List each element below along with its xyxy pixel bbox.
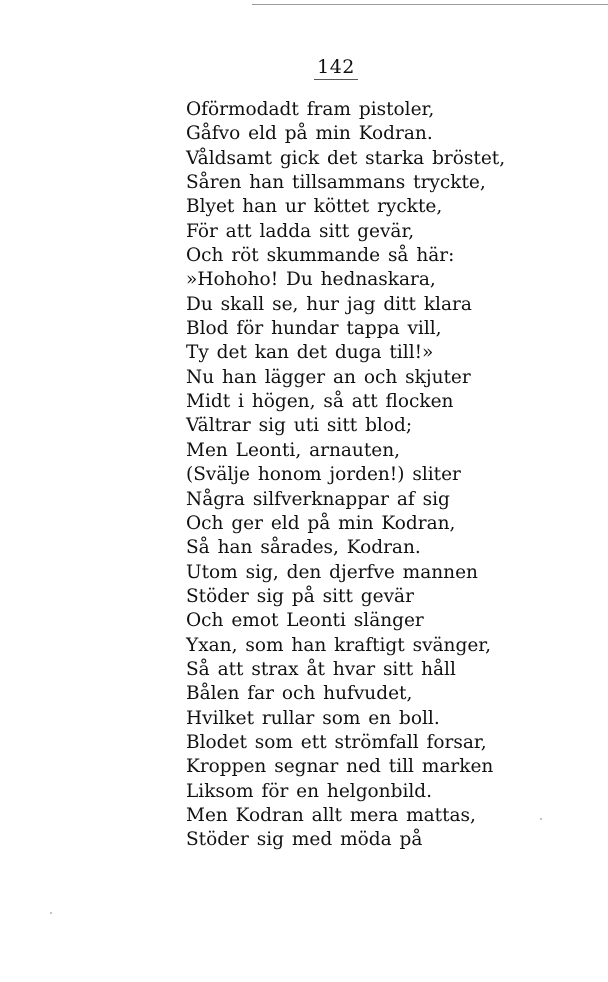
poem-text bbox=[186, 98, 505, 853]
poem-line: Midt i högen, så att flocken bbox=[186, 391, 454, 413]
poem-line: Bålen far och hufvudet, bbox=[186, 683, 413, 705]
poem-line: »Hohoho! Du hednaskara, bbox=[186, 269, 436, 291]
poem-line: Våldsamt gick det starka bröstet, bbox=[186, 147, 506, 169]
page-number: 142 bbox=[317, 56, 355, 78]
poem-line: Stöder sig på sitt gevär bbox=[186, 585, 414, 607]
poem-line: Ty det kan det duga till!» bbox=[186, 342, 434, 364]
poem-line: Nu han lägger an och skjuter bbox=[186, 366, 471, 388]
poem-line: Hvilket rullar som en boll. bbox=[186, 707, 440, 729]
page-number-underline bbox=[314, 79, 358, 80]
paper-speck bbox=[540, 818, 542, 820]
poem-line: Och ger eld på min Kodran, bbox=[186, 512, 456, 534]
poem-line: Och röt skummande så här: bbox=[186, 245, 455, 267]
top-edge-rule bbox=[252, 4, 608, 5]
poem-line: Såren han tillsammans tryckte, bbox=[186, 172, 486, 194]
poem-line: Vältrar sig uti sitt blod; bbox=[186, 415, 413, 437]
poem-line: Yxan, som han kraftigt svänger, bbox=[186, 634, 491, 656]
poem-line: Oförmodadt fram pistoler, bbox=[186, 99, 435, 120]
poem-line: Utom sig, den djerfve mannen bbox=[186, 561, 478, 583]
poem-line: Och emot Leonti slänger bbox=[186, 610, 424, 632]
poem-line: Liksom för en helgonbild. bbox=[186, 780, 432, 802]
poem-line: Blodet som ett strömfall forsar, bbox=[186, 731, 487, 753]
poem-line: Några silfverknappar af sig bbox=[186, 488, 450, 510]
poem-line: Du skall se, hur jag ditt klara bbox=[186, 293, 472, 315]
poem-line: Men Leonti, arnauten, bbox=[186, 439, 400, 461]
poem-line: Så att strax åt hvar sitt håll bbox=[186, 658, 456, 680]
poem-line: Blod för hundar tappa vill, bbox=[186, 318, 442, 340]
poem-line: Kroppen segnar ned till marken bbox=[186, 756, 494, 778]
poem-line: Så han sårades, Kodran. bbox=[186, 537, 421, 559]
poem-line: Gåfvo eld på min Kodran. bbox=[186, 123, 433, 145]
poem-line: För att ladda sitt gevär, bbox=[186, 220, 415, 242]
paper-speck bbox=[50, 912, 52, 914]
poem-line: Men Kodran allt mera mattas, bbox=[186, 804, 476, 826]
poem-line: (Svälje honom jorden!) sliter bbox=[186, 464, 461, 486]
poem-line: Blyet han ur köttet ryckte, bbox=[186, 196, 443, 218]
poem-line: Stöder sig med möda på bbox=[186, 829, 423, 851]
